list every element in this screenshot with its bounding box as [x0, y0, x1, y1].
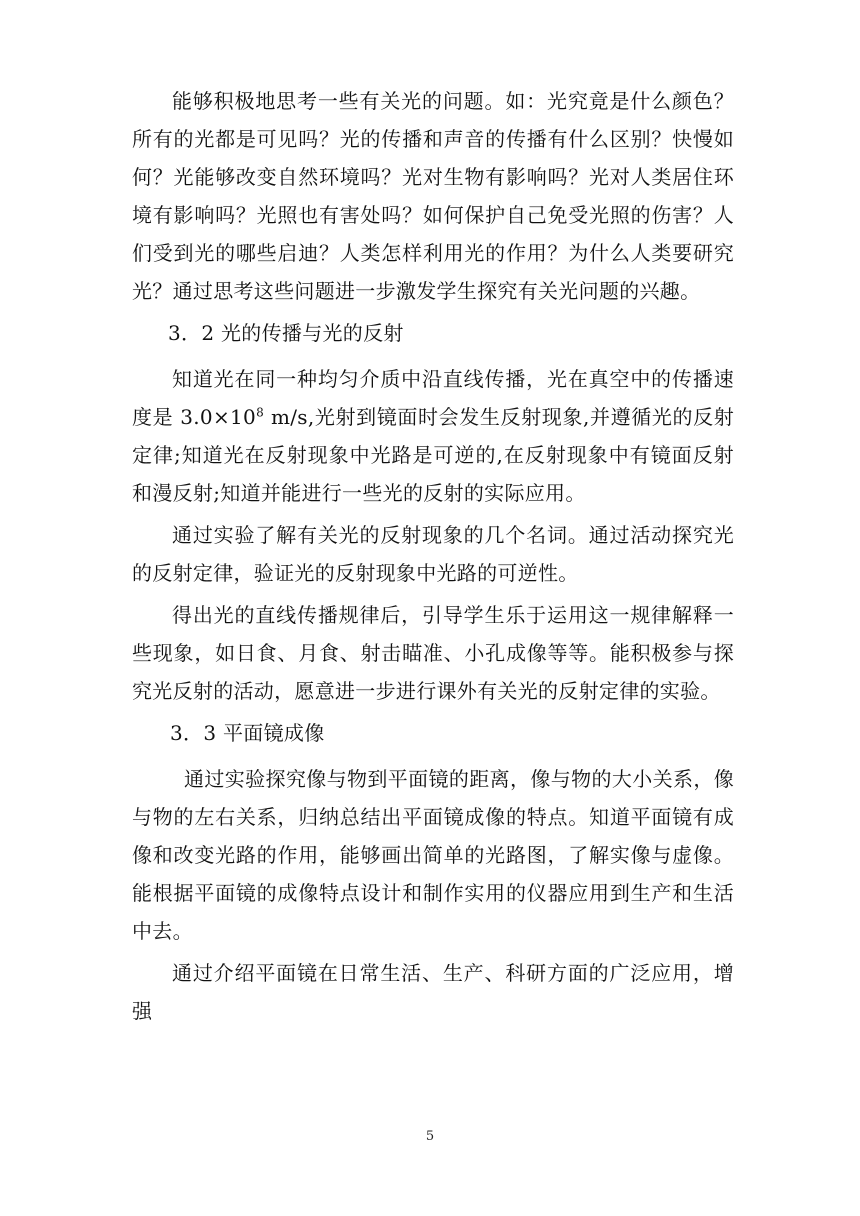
page-number: 5	[425, 1129, 435, 1144]
paragraph-light-propagation-part2: m/s,光射到镜面时会发生反射现象,并遵循光的反射定律;知道光在反射现象中光路是可逆的,在反射现象中有镜面反射和漫反射;知道并能进行一些光的反射的实际应用。	[132, 405, 735, 505]
section-heading-3-2: 3．2 光的传播与光的反射	[168, 321, 404, 345]
paragraph-reflection-experiment: 通过实验了解有关光的反射现象的几个名词。通过活动探究光的反射定律，验证光的反射现象中光路的可逆性。	[132, 523, 734, 585]
paragraph-light-propagation	[132, 360, 734, 512]
page-body	[132, 82, 734, 1034]
paragraph-plane-mirror: 通过实验探究像与物到平面镜的距离，像与物的大小关系，像与物的左右关系，归纳总结出平面镜成像的特点。知道平面镜有成像和改变光路的作用，能够画出简单的光路图，了解实像与虚像。能根据平面镜的成像特点设计和制作实用的仪器应用到生产和生活中去。	[132, 767, 734, 943]
paragraph-plane-mirror-applications: 通过介绍平面镜在日常生活、生产、科研方面的广泛应用，增强	[132, 961, 734, 1023]
exponent-superscript: 8	[256, 405, 264, 420]
paragraph-light-questions: 能够积极地思考一些有关光的问题。如：光究竟是什么颜色？所有的光都是可见吗？光的传播和声音的传播有什么区别？快慢如何？光能够改变自然环境吗？光对生物有影响吗？光对人类居住环境有影响吗？光照也有害处吗？如何保护自己免受光照的伤害？人们受到光的哪些启迪？人类怎样利用光的作用？为什么人类要研究光？通过思考这些问题进一步激发学生探究有关光问题的兴趣。	[132, 89, 734, 303]
paragraph-light-propagation-part1: 知道光在同一种均匀介质中沿直线传播，光在真空中的传播速度是 3.0×10	[132, 367, 734, 429]
section-heading-3-3: 3．3 平面镜成像	[170, 721, 325, 745]
paragraph-rectilinear-propagation: 得出光的直线传播规律后，引导学生乐于运用这一规律解释一些现象，如日食、月食、射击瞄准、小孔成像等等。能积极参与探究光反射的活动，愿意进一步进行课外有关光的反射定律的实验。	[132, 603, 734, 703]
